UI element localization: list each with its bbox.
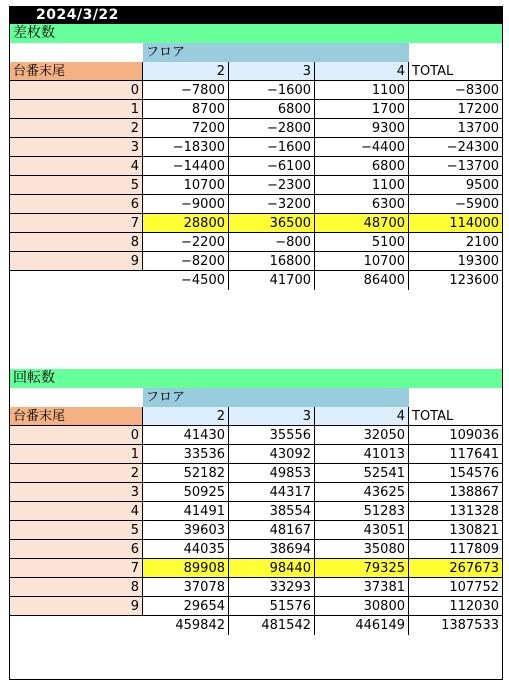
row-header-label: 台番末尾 (10, 62, 143, 81)
row-label: 0 (10, 81, 143, 100)
column-header-row (10, 62, 502, 81)
table-cell: 48167 (229, 521, 315, 540)
row-label: 9 (10, 597, 143, 616)
table-cell: 44317 (229, 483, 315, 502)
table-row (10, 176, 502, 195)
table-cell: 6800 (229, 100, 315, 119)
table-cell: −1600 (229, 81, 315, 100)
column-header-row (10, 407, 502, 426)
row-label: 8 (10, 233, 143, 252)
table-row (10, 559, 502, 578)
section-title-spins: 回転数 (10, 369, 502, 388)
total-header: TOTAL (409, 62, 502, 81)
table-cell: 50925 (143, 483, 229, 502)
table-cell: 16800 (229, 252, 315, 271)
table-cell: 51283 (315, 502, 409, 521)
table-row (10, 502, 502, 521)
floor-label: フロア (143, 388, 409, 407)
table-row (10, 252, 502, 271)
row-total-cell: −13700 (409, 157, 502, 176)
table-cell: 43625 (315, 483, 409, 502)
table-row (10, 119, 502, 138)
table-cell: −18300 (143, 138, 229, 157)
table-row (10, 483, 502, 502)
row-label: 3 (10, 138, 143, 157)
row-total-cell: 2100 (409, 233, 502, 252)
floor-label: フロア (143, 43, 409, 62)
column-header: 3 (229, 62, 315, 81)
table-cell: −14400 (143, 157, 229, 176)
row-label: 6 (10, 195, 143, 214)
table-row (10, 464, 502, 483)
row-label: 2 (10, 464, 143, 483)
table-cell: 52541 (315, 464, 409, 483)
table-row (10, 100, 502, 119)
section-title-diff: 差枚数 (10, 24, 502, 43)
row-total-cell: 154576 (409, 464, 502, 483)
table-cell: 5100 (315, 233, 409, 252)
row-total-cell: 13700 (409, 119, 502, 138)
table-cell: 33536 (143, 445, 229, 464)
total-cell: 123600 (409, 271, 502, 290)
table-cell: 29654 (143, 597, 229, 616)
table-cell: 37078 (143, 578, 229, 597)
table-cell: 89908 (143, 559, 229, 578)
table-row (10, 426, 502, 445)
table-cell: −3200 (229, 195, 315, 214)
table-row (10, 214, 502, 233)
table-cell: 37381 (315, 578, 409, 597)
table-cell: 41430 (143, 426, 229, 445)
table-cell: −4400 (315, 138, 409, 157)
table-row (10, 81, 502, 100)
table-cell: 39603 (143, 521, 229, 540)
table-cell: 1100 (315, 176, 409, 195)
table-row (10, 157, 502, 176)
floor-header-row (10, 388, 502, 407)
table-cell: −2800 (229, 119, 315, 138)
table-cell: 44035 (143, 540, 229, 559)
row-total-cell: 130821 (409, 521, 502, 540)
table-cell: −7800 (143, 81, 229, 100)
table-cell: −2300 (229, 176, 315, 195)
row-total-cell: −24300 (409, 138, 502, 157)
table-cell: 35556 (229, 426, 315, 445)
row-total-cell: −5900 (409, 195, 502, 214)
table-cell: 51576 (229, 597, 315, 616)
row-total-cell: 107752 (409, 578, 502, 597)
total-cell: 41700 (229, 271, 315, 290)
table-cell: 98440 (229, 559, 315, 578)
row-label: 0 (10, 426, 143, 445)
row-label: 8 (10, 578, 143, 597)
table-cell: −2200 (143, 233, 229, 252)
table-cell: 79325 (315, 559, 409, 578)
table-cell: −9000 (143, 195, 229, 214)
row-label: 5 (10, 176, 143, 195)
row-total-cell: 19300 (409, 252, 502, 271)
table-cell: 33293 (229, 578, 315, 597)
table-cell: 9300 (315, 119, 409, 138)
total-cell: −4500 (143, 271, 229, 290)
row-label: 1 (10, 445, 143, 464)
row-total-cell: 17200 (409, 100, 502, 119)
column-header: 2 (143, 62, 229, 81)
table-cell: 43092 (229, 445, 315, 464)
row-total-cell: 9500 (409, 176, 502, 195)
total-cell: 459842 (143, 616, 229, 635)
table-cell: 49853 (229, 464, 315, 483)
table-cell: 10700 (315, 252, 409, 271)
table-cell: 10700 (143, 176, 229, 195)
row-total-cell: 138867 (409, 483, 502, 502)
table-cell: 6800 (315, 157, 409, 176)
table-row (10, 578, 502, 597)
row-label: 4 (10, 157, 143, 176)
table-cell: 8700 (143, 100, 229, 119)
table-cell: 41013 (315, 445, 409, 464)
column-header: 4 (315, 407, 409, 426)
row-total-cell: −8300 (409, 81, 502, 100)
row-total-cell: 267673 (409, 559, 502, 578)
total-cell: 1387533 (409, 616, 502, 635)
table-cell: −8200 (143, 252, 229, 271)
table-cell: 1700 (315, 100, 409, 119)
table-cell: 35080 (315, 540, 409, 559)
row-label: 4 (10, 502, 143, 521)
table-cell: 38554 (229, 502, 315, 521)
table-row (10, 597, 502, 616)
date-header: 2024/3/22 (10, 7, 502, 24)
row-label: 6 (10, 540, 143, 559)
table-row (10, 138, 502, 157)
column-header: 2 (143, 407, 229, 426)
row-header-label: 台番末尾 (10, 407, 143, 426)
row-total-cell: 109036 (409, 426, 502, 445)
table-cell: 52182 (143, 464, 229, 483)
row-label: 7 (10, 214, 143, 233)
column-header: 3 (229, 407, 315, 426)
row-label: 9 (10, 252, 143, 271)
table-cell: −6100 (229, 157, 315, 176)
row-label: 1 (10, 100, 143, 119)
floor-header-row (10, 43, 502, 62)
table-row (10, 540, 502, 559)
table-row (10, 233, 502, 252)
row-total-cell: 117809 (409, 540, 502, 559)
table-cell: 28800 (143, 214, 229, 233)
spreadsheet-frame (9, 6, 503, 680)
row-label: 3 (10, 483, 143, 502)
table-cell: 36500 (229, 214, 315, 233)
table-cell: 6300 (315, 195, 409, 214)
total-header: TOTAL (409, 407, 502, 426)
totals-row (10, 616, 502, 635)
row-total-cell: 114000 (409, 214, 502, 233)
row-label: 7 (10, 559, 143, 578)
table-row (10, 521, 502, 540)
table-row (10, 445, 502, 464)
row-total-cell: 112030 (409, 597, 502, 616)
row-label: 2 (10, 119, 143, 138)
table-cell: 32050 (315, 426, 409, 445)
totals-row (10, 271, 502, 290)
table-cell: 41491 (143, 502, 229, 521)
table-row (10, 195, 502, 214)
total-cell: 481542 (229, 616, 315, 635)
table-cell: 43051 (315, 521, 409, 540)
table-cell: 1100 (315, 81, 409, 100)
row-total-cell: 131328 (409, 502, 502, 521)
table-cell: 38694 (229, 540, 315, 559)
table-cell: 30800 (315, 597, 409, 616)
row-total-cell: 117641 (409, 445, 502, 464)
table-cell: −1600 (229, 138, 315, 157)
column-header: 4 (315, 62, 409, 81)
table-cell: 48700 (315, 214, 409, 233)
row-label: 5 (10, 521, 143, 540)
table-cell: −800 (229, 233, 315, 252)
table-cell: 7200 (143, 119, 229, 138)
total-cell: 446149 (315, 616, 409, 635)
total-cell: 86400 (315, 271, 409, 290)
